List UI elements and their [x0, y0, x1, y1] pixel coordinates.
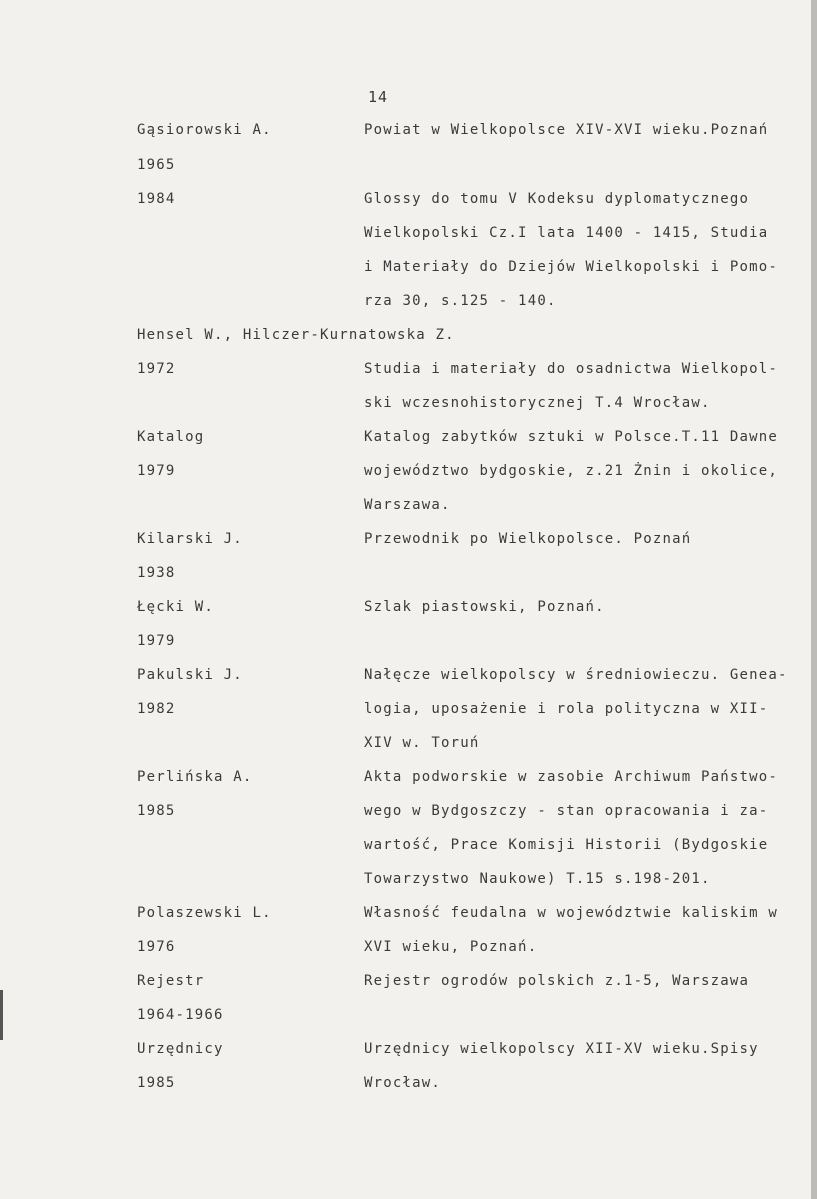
entry-title-line: rza 30, s.125 - 140. — [364, 293, 557, 309]
entry-title-line: XVI wieku, Poznań. — [364, 939, 538, 955]
entry-title-line: wartość, Prace Komisji Historii (Bydgoskie — [364, 837, 769, 853]
entry-title-line: Nałęcze wielkopolscy w średniowieczu. Genea- — [364, 667, 788, 683]
entry-author-line: Rejestr — [137, 973, 205, 989]
entry-title-line: XIV w. Toruń — [364, 735, 480, 751]
entry-title-line: Urzędnicy wielkopolscy XII-XV wieku.Spisy — [364, 1041, 759, 1057]
entry-author-line: 1976 — [137, 939, 176, 955]
entry-title-line: województwo bydgoskie, z.21 Żnin i okolice, — [364, 463, 779, 479]
entry-title-line: logia, uposażenie i rola polityczna w XII- — [364, 701, 769, 717]
entry-author-line: Perlińska A. — [137, 769, 253, 785]
entry-author-line: 1938 — [137, 565, 176, 581]
entry-title-line: Powiat w Wielkopolsce XIV-XVI wieku.Poznań — [364, 122, 769, 138]
entry-author-line: Łęcki W. — [137, 599, 215, 615]
entry-author-line: Urzędnicy — [137, 1041, 224, 1057]
entry-author-line: 1972 — [137, 361, 176, 377]
entry-author-line: Pakulski J. — [137, 667, 243, 683]
entry-author-line: 1982 — [137, 701, 176, 717]
entry-title-line: wego w Bydgoszczy - stan opracowania i za- — [364, 803, 769, 819]
entry-title-line: Katalog zabytków sztuki w Polsce.T.11 Dawne — [364, 429, 779, 445]
entry-title-line: Akta podworskie w zasobie Archiwum Państwo- — [364, 769, 779, 785]
entry-author-line: Hensel W., Hilczer-Kurnatowska Z. — [137, 327, 455, 343]
entry-title-line: Glossy do tomu V Kodeksu dyplomatycznego — [364, 191, 750, 207]
page-edge-shadow — [811, 0, 817, 1199]
binding-mark — [0, 990, 3, 1040]
entry-title-line: ski wczesnohistorycznej T.4 Wrocław. — [364, 395, 711, 411]
entry-author-line: Kilarski J. — [137, 531, 243, 547]
entry-author-line: 1984 — [137, 191, 176, 207]
entry-title-line: Studia i materiały do osadnictwa Wielkopol- — [364, 361, 779, 377]
entry-title-line: Towarzystwo Naukowe) T.15 s.198-201. — [364, 871, 711, 887]
entry-author-line: 1979 — [137, 463, 176, 479]
entry-author-line: 1985 — [137, 1075, 176, 1091]
entry-author-line: 1964-1966 — [137, 1007, 224, 1023]
entry-title-line: Rejestr ogrodów polskich z.1-5, Warszawa — [364, 973, 750, 989]
entry-title-line: Wrocław. — [364, 1075, 442, 1091]
entry-author-line: Gąsiorowski A. — [137, 122, 272, 138]
entry-author-line: Polaszewski L. — [137, 905, 272, 921]
page-number: 14 — [368, 88, 389, 106]
entry-title-line: Warszawa. — [364, 497, 451, 513]
entry-author-line: Katalog — [137, 429, 205, 445]
entry-author-line: 1979 — [137, 633, 176, 649]
entry-title-line: Przewodnik po Wielkopolsce. Poznań — [364, 531, 692, 547]
entry-author-line: 1985 — [137, 803, 176, 819]
entry-title-line: i Materiały do Dziejów Wielkopolski i Pomo- — [364, 259, 779, 275]
entry-title-line: Wielkopolski Cz.I lata 1400 - 1415, Studia — [364, 225, 769, 241]
entry-title-line: Własność feudalna w województwie kaliskim w — [364, 905, 779, 921]
entry-author-line: 1965 — [137, 157, 176, 173]
entry-title-line: Szlak piastowski, Poznań. — [364, 599, 605, 615]
